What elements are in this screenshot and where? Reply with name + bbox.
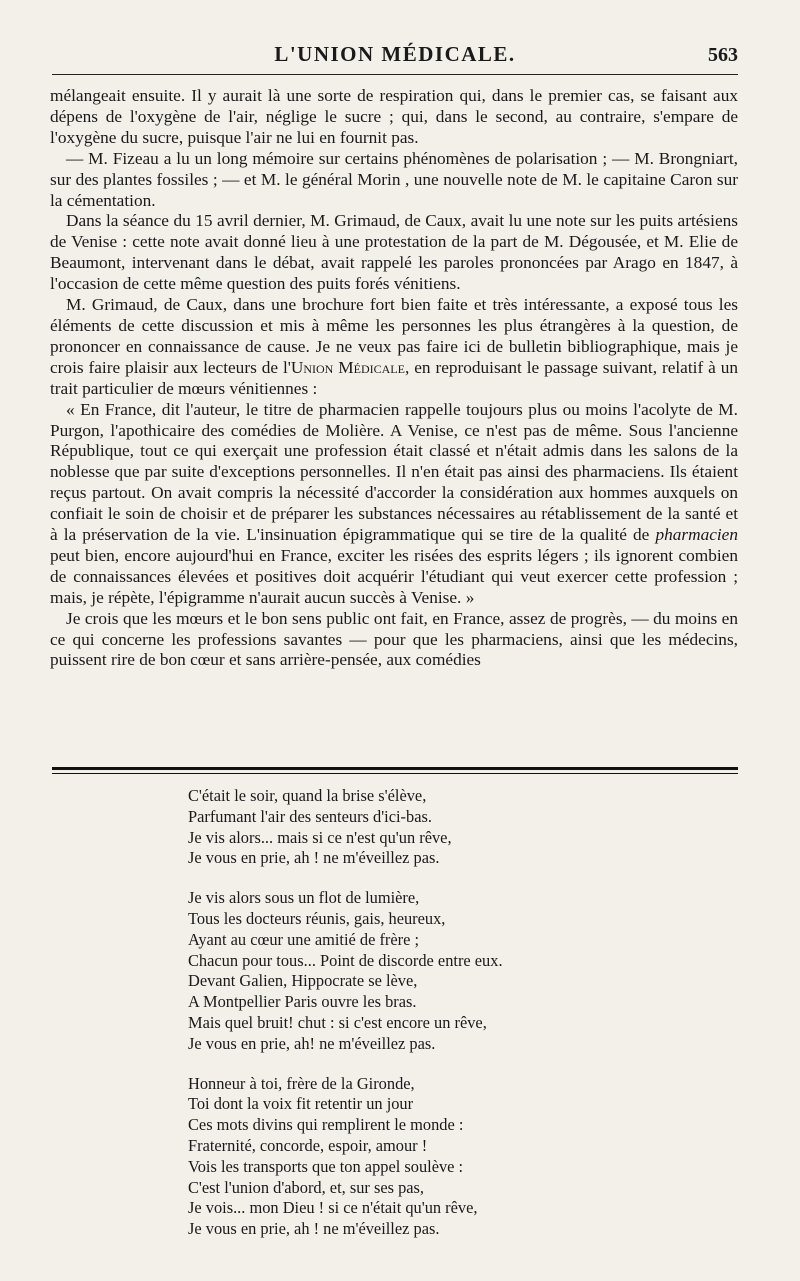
paragraph-respiration: mélangeait ensuite. Il y aurait là une sorte de respiration qui, dans le premier cas, se faisant aux dépens de l'oxygène de l'air, néglige le sucre ; qui, dans le second, au contraire, s'empare de l'oxygène du sucre, puisque l'air ne lui en fournit pas. bbox=[50, 86, 738, 147]
poem-line: Je vous en prie, ah ! ne m'éveillez pas. bbox=[188, 1219, 440, 1239]
poem-line: Toi dont la voix fit retentir un jour bbox=[188, 1094, 414, 1114]
paragraph-grimaud-seance: Dans la séance du 15 avril dernier, M. Grimaud, de Caux, avait lu une note sur les puits artésiens de Venise : cette note avait donné lieu à une protestation de la part de M. Dégousée, et M. Elie de Beaumont, intervenant dans le débat, avait rappelé les paroles prononcées par Arago en 1847, à l'occasion de cette même question des puits forés vénitiens. bbox=[50, 211, 738, 294]
feuilleton-rule-thick bbox=[52, 767, 738, 770]
poem-line: C'était le soir, quand la brise s'élève, bbox=[188, 786, 427, 805]
poem-line: Ces mots divins qui remplirent le monde : bbox=[188, 1115, 464, 1135]
paragraph-brochure: M. Grimaud, de Caux, dans une brochure fort bien faite et très intéressante, a exposé tous les éléments de cette discussion et mis à même les personnes les plus étrangères à la question, de prononcer en connaissance de cause. Je ne veux pas faire ici de bulletin bibliographique, mais je crois faire plaisir aux lecteurs de l'Union Médicale, en reproduisant le passage suivant, relatif à un trait particulier de mœurs vénitiennes : bbox=[50, 295, 739, 398]
poem-stanza-3 bbox=[188, 1074, 748, 1240]
header-rule bbox=[52, 74, 738, 75]
poem-line: Mais quel bruit! chut : si c'est encore un rêve, bbox=[188, 1012, 487, 1032]
poem-line: Honneur à toi, frère de la Gironde, bbox=[188, 1073, 415, 1093]
feuilleton-rule-thin bbox=[52, 773, 738, 774]
article-body bbox=[50, 86, 738, 671]
poem-line: Fraternité, concorde, espoir, amour ! bbox=[188, 1135, 428, 1155]
paragraph-fizeau: — M. Fizeau a lu un long mémoire sur certains phénomènes de polarisation ; — M. Brongniart, sur des plantes fossiles ; — et M. le général Morin , une nouvelle note de M. le capitaine Caron sur la cémentation. bbox=[50, 148, 738, 210]
poem-line: Parfumant l'air des senteurs d'ici-bas. bbox=[188, 806, 432, 826]
poem-line: C'est l'union d'abord, et, sur ses pas, bbox=[188, 1177, 425, 1197]
poem-line: Chacun pour tous... Point de discorde entre eux. bbox=[188, 950, 503, 970]
poem-line: Tous les docteurs réunis, gais, heureux, bbox=[188, 908, 446, 928]
poem-line: Ayant au cœur une amitié de frère ; bbox=[188, 929, 420, 949]
page-number: 563 bbox=[708, 44, 738, 66]
journal-name: Union Médicale bbox=[290, 357, 405, 377]
paragraph-moeurs: Je crois que les mœurs et le bon sens public ont fait, en France, assez de progrès, — du moins en ce qui concerne les professions savantes — pour que les pharmaciens, ainsi que les médecins, puissent rire de bon cœur et sans arrière-pensée, aux comédies bbox=[50, 608, 738, 670]
poem bbox=[188, 786, 748, 1259]
poem-line: Je vis alors sous un flot de lumière, bbox=[188, 888, 420, 908]
poem-line: Vois les transports que ton appel soulève : bbox=[188, 1156, 464, 1176]
paragraph-quotation: « En France, dit l'auteur, le titre de pharmacien rappelle toujours plus ou moins l'acolyte de M. Purgon, l'apothicaire des comédies de Molière. A Venise, ce n'est pas de même. Sous l'ancienne République, tout ce qui exerçait une profession était classé et n'était admis dans les salons de la noblesse que par suite d'exceptions personnelles. Il n'en était pas ainsi des pharmaciens. Ils étaient reçus partout. On avait compris la nécessité d'accorder la considération aux hommes auxquels on confiait le soin de choisir et de préparer les substances nécessaires au rétablissement de la santé et à la préservation de la vie. L'insinuation épigrammatique qui se tire de la qualité de pharmacien peut bien, encore aujourd'hui en France, exciter les risées des esprits légers ; ils ignorent combien de connaissances élevées et positives doit acquérir l'étudiant qui veut exercer cette profession ; mais, je répète, l'épigramme n'aurait aucun succès à Venise. » bbox=[50, 399, 738, 607]
poem-stanza-1 bbox=[188, 786, 748, 869]
journal-title: L'UNION MÉDICALE. bbox=[274, 42, 516, 66]
italic-word: pharmacien bbox=[655, 525, 738, 545]
poem-line: Je vois... mon Dieu ! si ce n'était qu'un rêve, bbox=[188, 1198, 478, 1218]
poem-line: Je vis alors... mais si ce n'est qu'un rêve, bbox=[188, 827, 452, 847]
poem-line: A Montpellier Paris ouvre les bras. bbox=[188, 992, 417, 1012]
running-header bbox=[52, 42, 738, 72]
poem-line: Je vous en prie, ah! ne m'éveillez pas. bbox=[188, 1033, 436, 1053]
poem-line: Je vous en prie, ah ! ne m'éveillez pas. bbox=[188, 848, 440, 868]
poem-stanza-2 bbox=[188, 888, 748, 1054]
poem-line: Devant Galien, Hippocrate se lève, bbox=[188, 971, 418, 991]
